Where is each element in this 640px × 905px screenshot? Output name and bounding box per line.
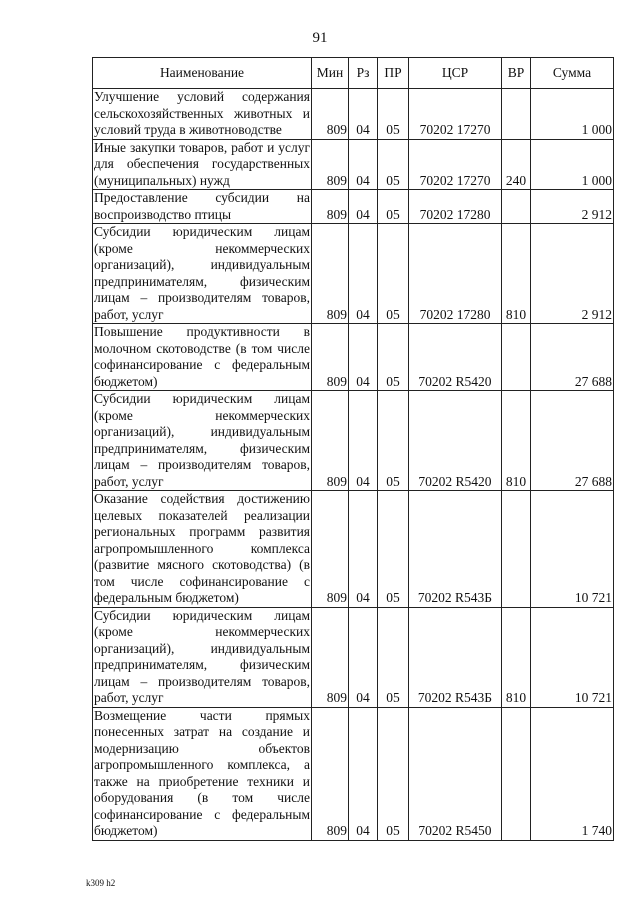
table-row <box>93 139 614 190</box>
header-vr: ВР <box>502 58 531 89</box>
row-min: 809 <box>312 707 349 840</box>
row-pr: 05 <box>378 324 409 391</box>
row-pr: 05 <box>378 607 409 707</box>
row-name: Улучшение условий содержания сельскохозяйственных животных и условий труда в животноводстве <box>94 89 310 137</box>
header-sum: Сумма <box>531 58 614 89</box>
row-pr: 05 <box>378 707 409 840</box>
row-rz: 04 <box>349 139 378 190</box>
row-rz: 04 <box>349 89 378 140</box>
header-rz: Рз <box>349 58 378 89</box>
row-sum: 10 721 <box>531 491 614 608</box>
row-sum: 10 721 <box>531 607 614 707</box>
table-row <box>93 391 614 491</box>
row-sum: 1 000 <box>531 139 614 190</box>
row-vr: 810 <box>502 607 531 707</box>
table-row <box>93 224 614 324</box>
footer-code: k309 h2 <box>86 878 116 888</box>
row-csr: 70202 R543Б <box>409 491 502 608</box>
row-rz: 04 <box>349 607 378 707</box>
row-name: Субсидии юридическим лицам (кроме некоммерческих организаций), индивидуальным предпринимателям, физическим лицам – производителям товаров, работ, услуг <box>94 391 310 489</box>
row-min: 809 <box>312 607 349 707</box>
row-csr: 70202 R5450 <box>409 707 502 840</box>
header-pr: ПР <box>378 58 409 89</box>
header-min: Мин <box>312 58 349 89</box>
row-csr: 70202 17280 <box>409 224 502 324</box>
row-rz: 04 <box>349 190 378 224</box>
row-csr: 70202 17270 <box>409 139 502 190</box>
row-pr: 05 <box>378 139 409 190</box>
row-csr: 70202 R543Б <box>409 607 502 707</box>
row-min: 809 <box>312 324 349 391</box>
table-row <box>93 491 614 608</box>
table-row <box>93 190 614 224</box>
row-rz: 04 <box>349 324 378 391</box>
row-rz: 04 <box>349 707 378 840</box>
row-name: Иные закупки товаров, работ и услуг для обеспечения государственных (муниципальных) нужд <box>94 139 310 188</box>
row-min: 809 <box>312 224 349 324</box>
row-vr: 810 <box>502 224 531 324</box>
row-csr: 70202 R5420 <box>409 324 502 391</box>
row-sum: 27 688 <box>531 324 614 391</box>
row-rz: 04 <box>349 391 378 491</box>
row-pr: 05 <box>378 89 409 140</box>
table-row <box>93 707 614 840</box>
row-sum: 27 688 <box>531 391 614 491</box>
header-name: Наименование <box>93 58 312 89</box>
row-min: 809 <box>312 491 349 608</box>
row-sum: 1 740 <box>531 707 614 840</box>
row-name: Субсидии юридическим лицам (кроме некоммерческих организаций), индивидуальным предпринимателям, физическим лицам – производителям товаров, работ, услуг <box>94 224 310 322</box>
row-vr <box>502 324 531 391</box>
row-name: Оказание содействия достижению целевых показателей реализации региональных программ развития агропромышленного комплекса (развитие мясного скотоводства) (в том числе софинансирование с федеральным бюджетом) <box>94 491 310 605</box>
row-sum: 2 912 <box>531 190 614 224</box>
row-vr <box>502 89 531 140</box>
row-pr: 05 <box>378 491 409 608</box>
row-vr <box>502 491 531 608</box>
row-rz: 04 <box>349 491 378 608</box>
row-min: 809 <box>312 190 349 224</box>
row-min: 809 <box>312 139 349 190</box>
page-number: 91 <box>312 30 328 46</box>
row-pr: 05 <box>378 190 409 224</box>
row-pr: 05 <box>378 391 409 491</box>
row-sum: 2 912 <box>531 224 614 324</box>
table-row <box>93 324 614 391</box>
row-vr: 240 <box>502 139 531 190</box>
row-csr: 70202 17280 <box>409 190 502 224</box>
row-csr: 70202 R5420 <box>409 391 502 491</box>
budget-table <box>92 57 614 841</box>
table-body <box>93 89 614 841</box>
row-pr: 05 <box>378 224 409 324</box>
row-rz: 04 <box>349 224 378 324</box>
row-vr <box>502 190 531 224</box>
row-vr <box>502 707 531 840</box>
header-csr: ЦСР <box>409 58 502 89</box>
row-min: 809 <box>312 89 349 140</box>
row-name: Возмещение части прямых понесенных затрат на создание и модернизацию объектов агропромышленного комплекса, а также на приобретение техники и оборудования (в том числе софинансирование с федеральным бюджетом) <box>94 707 310 838</box>
row-sum: 1 000 <box>531 89 614 140</box>
row-name: Предоставление субсидии на воспроизводство птицы <box>94 190 310 222</box>
table-row <box>93 607 614 707</box>
row-name: Повышение продуктивности в молочном скотоводстве (в том числе софинансирование с федеральным бюджетом) <box>94 324 310 389</box>
row-name: Субсидии юридическим лицам (кроме некоммерческих организаций), индивидуальным предпринимателям, физическим лицам – производителям товаров, работ, услуг <box>94 607 310 705</box>
row-min: 809 <box>312 391 349 491</box>
table-row <box>93 89 614 140</box>
row-vr: 810 <box>502 391 531 491</box>
row-csr: 70202 17270 <box>409 89 502 140</box>
table-header-row <box>93 58 614 89</box>
